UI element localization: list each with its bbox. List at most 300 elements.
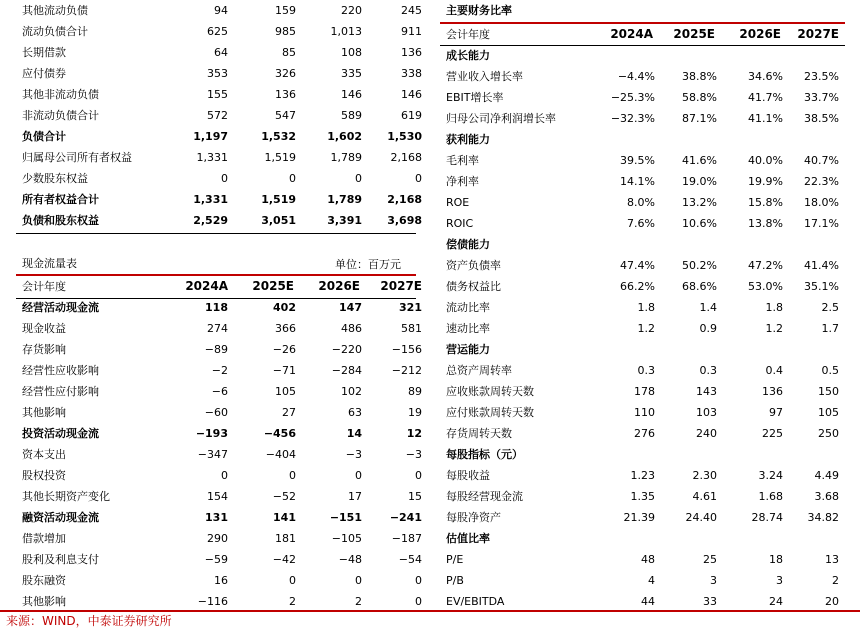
row-label: 每股经营现金流 [446,490,523,503]
row-value: −116 [197,595,228,608]
row-label: EBIT增长率 [446,91,504,104]
row-value: 0 [355,172,362,185]
table-row [440,360,845,381]
row-value: 220 [341,4,362,17]
row-value: −48 [338,553,362,566]
table-row [16,210,422,231]
row-label: 少数股东权益 [22,172,88,185]
row-value: 8.0% [627,196,655,209]
row-value: 0 [221,469,228,482]
row-value: 290 [207,532,228,545]
row-value: 20 [825,595,839,608]
row-value: 19.0% [682,175,717,188]
row-value: 225 [762,427,783,440]
row-value: 14.1% [620,175,655,188]
row-value: 23.5% [804,70,839,83]
row-value: 48 [641,553,655,566]
row-value: 250 [818,427,839,440]
section-header-row [440,234,845,255]
row-label: 偿债能力 [446,238,490,251]
table-row [16,402,422,423]
row-value: 159 [275,4,296,17]
row-value: 911 [401,25,422,38]
row-label: 股利及利息支付 [22,553,99,566]
row-value: 47.4% [620,259,655,272]
table-row [440,570,845,591]
row-value: 143 [696,385,717,398]
table-row [16,507,422,528]
row-label: P/E [446,553,464,566]
table-row [16,318,422,339]
table-row [16,381,422,402]
year-header: 2027E [380,279,422,293]
row-value: 14 [346,427,362,440]
year-header: 2025E [252,279,294,293]
table-row [440,423,845,444]
row-label: 所有者权益合计 [22,193,99,206]
row-value: 53.0% [748,280,783,293]
row-value: 181 [275,532,296,545]
row-label: 每股净资产 [446,511,501,524]
row-value: 3,698 [387,214,422,227]
table-row [16,189,422,210]
row-value: 50.2% [682,259,717,272]
row-value: 4 [648,574,655,587]
row-value: 2.5 [821,301,839,314]
row-value: 985 [275,25,296,38]
row-label: ROE [446,196,470,209]
row-value: 40.0% [748,154,783,167]
table-row [16,105,422,126]
row-value: 33.7% [804,91,839,104]
table-row [16,21,422,42]
table-row [440,507,845,528]
row-label: 债务权益比 [446,280,501,293]
row-value: 1.4 [699,301,717,314]
row-label: 应付债券 [22,67,66,80]
row-value: 0 [221,172,228,185]
row-value: 1.35 [630,490,655,503]
row-value: 2.30 [692,469,717,482]
row-value: −54 [398,553,422,566]
source-note: 来源：WIND，中泰证券研究所 [6,614,172,628]
row-value: 24 [769,595,783,608]
row-label: 归母公司净利润增长率 [446,112,556,125]
row-value: −456 [263,427,296,440]
table-row [440,381,845,402]
row-value: 68.6% [682,280,717,293]
row-value: 0 [355,469,362,482]
row-value: 2 [355,595,362,608]
table-row [440,108,845,129]
row-label: 净利率 [446,175,479,188]
row-label: 投资活动现金流 [22,427,99,440]
row-value: 155 [207,88,228,101]
row-value: 3,391 [327,214,362,227]
row-value: −220 [331,343,362,356]
row-label: EV/EBITDA [446,595,505,608]
row-value: −25.3% [610,91,655,104]
row-value: 1.7 [821,322,839,335]
header-label: 会计年度 [22,280,66,293]
year-header: 2024A [610,27,653,41]
row-value: 4.61 [692,490,717,503]
row-value: 326 [275,67,296,80]
row-value: −52 [272,490,296,503]
table-row [16,360,422,381]
row-value: 105 [818,406,839,419]
cashflow-table [16,276,422,612]
row-value: 589 [341,109,362,122]
table-row [440,213,845,234]
table-row [440,318,845,339]
row-label: 获利能力 [446,133,490,146]
row-value: 0.5 [821,364,839,377]
row-value: 102 [341,385,362,398]
row-label: 借款增加 [22,532,66,545]
row-value: 136 [275,88,296,101]
row-value: 27 [282,406,296,419]
header-row [440,24,845,45]
row-value: 110 [634,406,655,419]
row-value: −156 [391,343,422,356]
table-row [16,591,422,612]
table-row [16,297,422,318]
section-header-row [440,444,845,465]
row-value: 321 [399,301,422,314]
row-label: 总资产周转率 [446,364,512,377]
row-value: 17 [348,490,362,503]
table-row [440,192,845,213]
table-row [16,168,422,189]
row-value: 146 [341,88,362,101]
row-value: 1,602 [327,130,362,143]
row-value: 24.40 [685,511,717,524]
row-value: 141 [273,511,296,524]
cashflow-header-rule [16,298,416,299]
row-value: 13 [825,553,839,566]
row-value: −4.4% [617,70,655,83]
table-row [440,297,845,318]
row-label: 毛利率 [446,154,479,167]
table-row [440,486,845,507]
row-value: 3,051 [261,214,296,227]
row-value: −6 [211,385,228,398]
row-label: 非流动负债合计 [22,109,99,122]
row-value: 7.6% [627,217,655,230]
table-row [440,255,845,276]
row-value: 40.7% [804,154,839,167]
row-value: 1,197 [193,130,228,143]
row-value: 66.2% [620,280,655,293]
row-value: 2,529 [193,214,228,227]
row-value: 18.0% [804,196,839,209]
ratios-title: 主要财务比率 [446,4,512,17]
row-label: 其他非流动负债 [22,88,99,101]
row-value: 38.8% [682,70,717,83]
table-row [440,150,845,171]
section-header-row [440,339,845,360]
row-value: 486 [341,322,362,335]
balance-bottom-rule [16,233,416,234]
row-value: 136 [762,385,783,398]
row-value: 64 [214,46,228,59]
cashflow-title: 现金流量表 [22,257,77,270]
row-value: 22.3% [804,175,839,188]
section-header-row [440,129,845,150]
row-value: 10.6% [682,217,717,230]
row-value: 136 [401,46,422,59]
row-value: 0 [415,469,422,482]
row-value: 2 [289,595,296,608]
year-header: 2026E [318,279,360,293]
row-value: 547 [275,109,296,122]
row-value: 0.3 [637,364,655,377]
row-value: 276 [634,427,655,440]
row-value: −187 [391,532,422,545]
row-value: 150 [818,385,839,398]
row-value: 63 [348,406,362,419]
row-value: −212 [391,364,422,377]
row-label: 经营性应收影响 [22,364,99,377]
ratios-title-row [440,0,845,21]
row-value: 47.2% [748,259,783,272]
row-value: −105 [331,532,362,545]
row-label: 速动比率 [446,322,490,335]
row-value: 353 [207,67,228,80]
row-value: 2,168 [387,193,422,206]
row-value: 0 [289,172,296,185]
table-row [16,339,422,360]
row-label: ROIC [446,217,474,230]
row-value: 15 [408,490,422,503]
row-value: 147 [339,301,362,314]
row-value: 0.3 [699,364,717,377]
section-header-row [440,45,845,66]
table-row [16,549,422,570]
row-value: 19 [408,406,422,419]
row-value: 34.82 [807,511,839,524]
table-row [440,465,845,486]
ratios-table [440,24,845,612]
row-value: 131 [205,511,228,524]
row-label: 经营活动现金流 [22,301,99,314]
row-value: 41.1% [748,112,783,125]
row-label: 融资活动现金流 [22,511,99,524]
row-label: 存货影响 [22,343,66,356]
row-value: −89 [204,343,228,356]
row-value: 619 [401,109,422,122]
row-value: 2,168 [390,151,422,164]
row-value: −2 [211,364,228,377]
table-row [16,465,422,486]
table-row [440,402,845,423]
row-label: P/B [446,574,464,587]
row-label: 其他影响 [22,595,66,608]
row-value: 3.68 [814,490,839,503]
row-value: 39.5% [620,154,655,167]
row-value: 89 [408,385,422,398]
row-value: 21.39 [623,511,655,524]
year-header: 2026E [739,27,781,41]
row-value: −59 [204,553,228,566]
cashflow-unit: 单位：百万元 [335,258,401,271]
row-value: 1.2 [765,322,783,335]
row-value: −284 [331,364,362,377]
table-row [16,126,422,147]
table-row [440,549,845,570]
row-value: 0 [415,172,422,185]
row-label: 资产负债率 [446,259,501,272]
row-value: 146 [401,88,422,101]
row-value: −71 [272,364,296,377]
row-value: 25 [703,553,717,566]
row-label: 每股指标（元） [446,448,523,461]
row-value: −42 [272,553,296,566]
table-row [16,147,422,168]
row-value: 335 [341,67,362,80]
year-header: 2025E [673,27,715,41]
row-label: 流动负债合计 [22,25,88,38]
row-label: 经营性应付影响 [22,385,99,398]
row-value: 105 [275,385,296,398]
row-value: −193 [195,427,228,440]
row-value: 1,789 [330,151,362,164]
table-row [440,66,845,87]
row-value: −3 [345,448,362,461]
row-label: 应收账款周转天数 [446,385,534,398]
row-label: 股权投资 [22,469,66,482]
row-value: 0 [289,574,296,587]
row-value: 103 [696,406,717,419]
row-value: 0 [355,574,362,587]
row-value: 0 [289,469,296,482]
row-label: 负债和股东权益 [22,214,99,227]
row-value: 240 [696,427,717,440]
row-value: 1.23 [630,469,655,482]
row-value: 85 [282,46,296,59]
row-value: 402 [273,301,296,314]
row-value: −32.3% [610,112,655,125]
table-row [440,87,845,108]
row-value: 97 [769,406,783,419]
row-value: 245 [401,4,422,17]
row-value: 1,530 [387,130,422,143]
row-value: 33 [703,595,717,608]
row-value: −151 [329,511,362,524]
row-value: 41.6% [682,154,717,167]
row-value: −26 [272,343,296,356]
row-value: −3 [405,448,422,461]
row-label: 现金收益 [22,322,66,335]
row-value: 15.8% [748,196,783,209]
row-value: 3.24 [758,469,783,482]
row-value: 581 [401,322,422,335]
row-label: 股东融资 [22,574,66,587]
row-value: 35.1% [804,280,839,293]
table-row [16,528,422,549]
table-row [440,591,845,612]
table-row [16,63,422,84]
row-value: 0.9 [699,322,717,335]
row-label: 其他长期资产变化 [22,490,110,503]
row-value: 38.5% [804,112,839,125]
row-label: 长期借款 [22,46,66,59]
row-value: 108 [341,46,362,59]
row-value: 625 [207,25,228,38]
row-value: −404 [265,448,296,461]
row-value: 17.1% [804,217,839,230]
row-value: 178 [634,385,655,398]
row-value: 1,789 [327,193,362,206]
table-row [440,276,845,297]
ratios-header-rule [440,45,845,46]
row-value: 34.6% [748,70,783,83]
row-label: 成长能力 [446,49,490,62]
row-label: 其他影响 [22,406,66,419]
row-label: 其他流动负债 [22,4,88,17]
row-value: 338 [401,67,422,80]
row-value: 274 [207,322,228,335]
row-value: 0 [415,574,422,587]
row-value: 87.1% [682,112,717,125]
row-value: 1,331 [193,193,228,206]
row-value: 2 [832,574,839,587]
row-value: 28.74 [751,511,783,524]
row-label: 应付账款周转天数 [446,406,534,419]
row-value: 366 [275,322,296,335]
row-value: 1,519 [264,151,296,164]
row-value: 41.4% [804,259,839,272]
row-value: 1.68 [758,490,783,503]
row-value: 1.2 [637,322,655,335]
table-row [16,423,422,444]
table-row [16,570,422,591]
header-row [16,276,422,297]
table-row [16,84,422,105]
year-header: 2027E [797,27,839,41]
row-value: 94 [214,4,228,17]
row-value: 13.8% [748,217,783,230]
row-label: 流动比率 [446,301,490,314]
row-value: 572 [207,109,228,122]
row-value: 1.8 [637,301,655,314]
balance-sheet-tail [16,0,422,231]
row-value: 4.49 [814,469,839,482]
row-value: 58.8% [682,91,717,104]
row-value: −241 [389,511,422,524]
row-label: 营运能力 [446,343,490,356]
row-value: 0 [415,595,422,608]
row-value: 1,532 [261,130,296,143]
row-value: 3 [710,574,717,587]
row-label: 每股收益 [446,469,490,482]
row-value: 118 [205,301,228,314]
year-header: 2024A [185,279,228,293]
row-value: 13.2% [682,196,717,209]
row-label: 估值比率 [446,532,490,545]
row-value: 3 [776,574,783,587]
row-value: 1,519 [261,193,296,206]
table-row [16,42,422,63]
table-row [16,486,422,507]
row-value: −347 [197,448,228,461]
row-value: −60 [204,406,228,419]
row-value: 1,013 [330,25,362,38]
row-value: 18 [769,553,783,566]
row-label: 营业收入增长率 [446,70,523,83]
table-row [16,0,422,21]
